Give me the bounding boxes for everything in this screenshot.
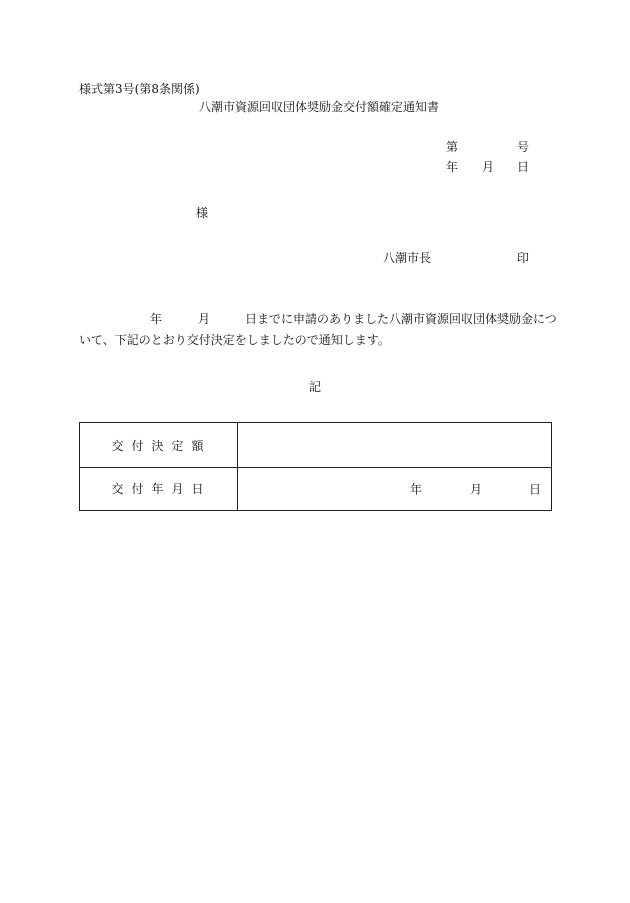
grant-date-month: 月: [470, 482, 483, 496]
grant-amount-value: [238, 423, 551, 467]
date-month-label: 月: [482, 160, 495, 174]
number-prefix: 第: [446, 140, 459, 154]
date-year-label: 年: [446, 160, 459, 174]
grant-date-year: 年: [410, 482, 423, 496]
table-row: [80, 467, 551, 510]
grant-table: [79, 422, 552, 511]
sender-name: 八潮市長: [383, 251, 432, 265]
date-day-label: 日: [517, 160, 530, 174]
grant-date-day: 日: [529, 482, 542, 496]
number-suffix: 号: [517, 140, 530, 154]
document-title: 八潮市資源回収団体奨励金交付額確定通知書: [199, 100, 440, 114]
grant-date-value: [238, 467, 551, 510]
addressee-honorific: 様: [196, 206, 209, 220]
body-line-1: 日までに申請のありました八潮市資源回収団体奨励金につ: [245, 312, 557, 326]
body-month-label: 月: [198, 312, 211, 326]
seal-mark: 印: [517, 251, 530, 265]
ki-heading: 記: [309, 380, 322, 394]
form-number: 様式第3号(第8条関係): [79, 82, 200, 96]
grant-date-label: 交付年月日: [111, 482, 212, 496]
grant-amount-label: 交付決定額: [111, 438, 212, 453]
table-row: [80, 423, 551, 468]
body-line-2: いて、下記のとおり交付決定をしましたので通知します。: [79, 333, 390, 347]
body-year-label: 年: [150, 312, 163, 326]
